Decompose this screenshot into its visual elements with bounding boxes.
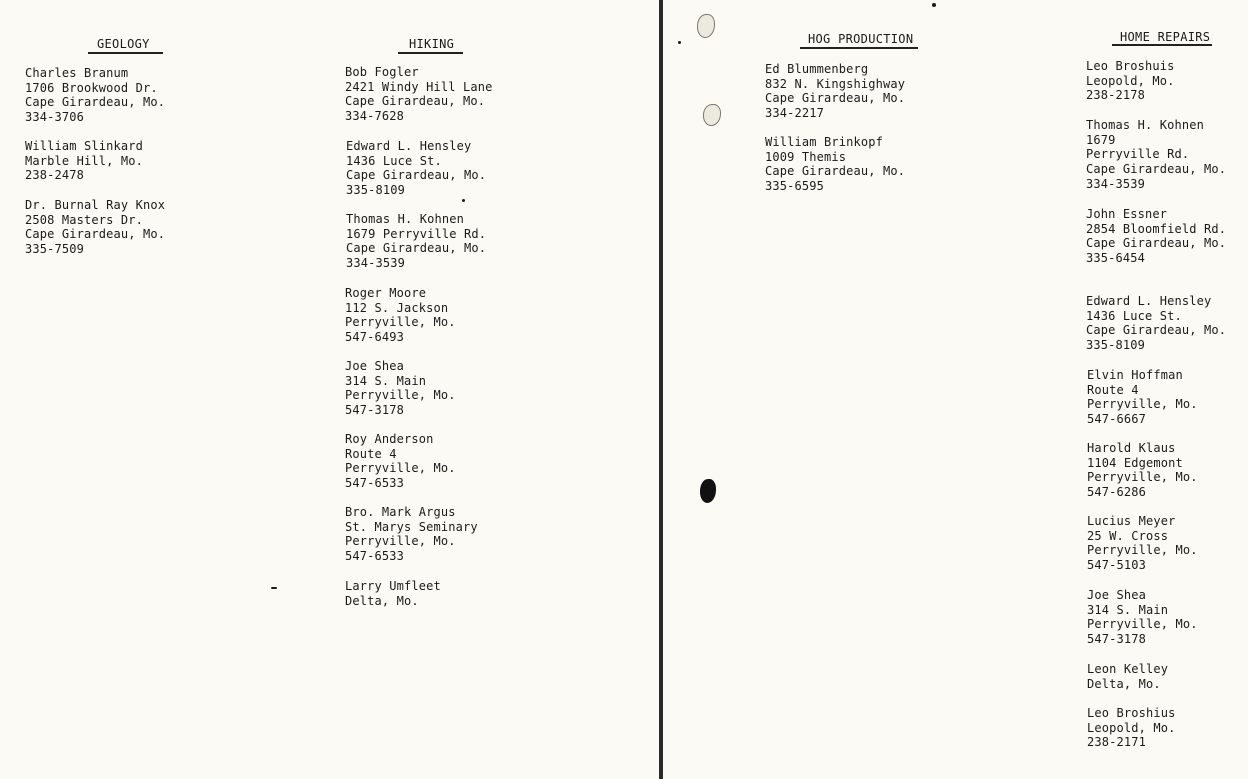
contact-entry: Larry Umfleet Delta, Mo. (345, 579, 441, 608)
heading-underline (88, 52, 163, 54)
heading-underline (398, 52, 463, 54)
contact-entry: Edward L. Hensley 1436 Luce St. Cape Girardeau, Mo. 335-8109 (346, 139, 487, 198)
contact-entry: William Brinkopf 1009 Themis Cape Girardeau, Mo. 335-6595 (765, 135, 906, 194)
column-heading-home-repairs: HOME REPAIRS (1120, 30, 1211, 44)
ink-speck (462, 199, 465, 202)
heading-underline (800, 47, 918, 49)
contact-entry: Charles Branum 1706 Brookwood Dr. Cape Girardeau, Mo. 334-3706 (25, 66, 166, 125)
contact-entry: Thomas H. Kohnen 1679 Perryville Rd. Cape Girardeau, Mo. 334-3539 (346, 212, 487, 271)
contact-entry: Leon Kelley Delta, Mo. (1087, 662, 1169, 691)
ink-speck (932, 3, 936, 7)
ink-speck (678, 41, 681, 44)
contact-entry: Harold Klaus 1104 Edgemont Perryville, Mo. 547-6286 (1087, 441, 1198, 500)
column-heading-geology: GEOLOGY (97, 37, 150, 51)
column-heading-hog-production: HOG PRODUCTION (808, 32, 914, 46)
contact-entry: Joe Shea 314 S. Main Perryville, Mo. 547-3178 (1087, 588, 1198, 647)
contact-entry: Leo Broshuis Leopold, Mo. 238-2178 (1086, 59, 1175, 103)
contact-entry: William Slinkard Marble Hill, Mo. 238-2478 (25, 139, 143, 183)
page-spine (659, 0, 663, 779)
contact-entry: Roy Anderson Route 4 Perryville, Mo. 547-6533 (345, 432, 456, 491)
heading-underline (1112, 44, 1212, 46)
contact-entry: Bob Fogler 2421 Windy Hill Lane Cape Girardeau, Mo. 334-7628 (345, 65, 493, 124)
contact-entry: Bro. Mark Argus St. Marys Seminary Perryville, Mo. 547-6533 (345, 505, 478, 564)
contact-entry: Dr. Burnal Ray Knox 2508 Masters Dr. Cape Girardeau, Mo. 335-7509 (25, 198, 166, 257)
column-heading-hiking: HIKING (409, 37, 455, 51)
contact-entry: Joe Shea 314 S. Main Perryville, Mo. 547-3178 (345, 359, 456, 418)
contact-entry: Ed Blummenberg 832 N. Kingshighway Cape Girardeau, Mo. 334-2217 (765, 62, 906, 121)
contact-entry: Thomas H. Kohnen 1679 Perryville Rd. Cape Girardeau, Mo. 334-3539 (1086, 118, 1227, 191)
contact-entry: Leo Broshius Leopold, Mo. 238-2171 (1087, 706, 1176, 750)
contact-entry: Edward L. Hensley 1436 Luce St. Cape Girardeau, Mo. 335-8109 (1086, 294, 1227, 353)
ink-speck (271, 587, 277, 589)
contact-entry: Roger Moore 112 S. Jackson Perryville, Mo. 547-6493 (345, 286, 456, 345)
contact-entry: Elvin Hoffman Route 4 Perryville, Mo. 547-6667 (1087, 368, 1198, 427)
contact-entry: Lucius Meyer 25 W. Cross Perryville, Mo. 547-5103 (1087, 514, 1198, 573)
contact-entry: John Essner 2854 Bloomfield Rd. Cape Girardeau, Mo. 335-6454 (1086, 207, 1227, 266)
